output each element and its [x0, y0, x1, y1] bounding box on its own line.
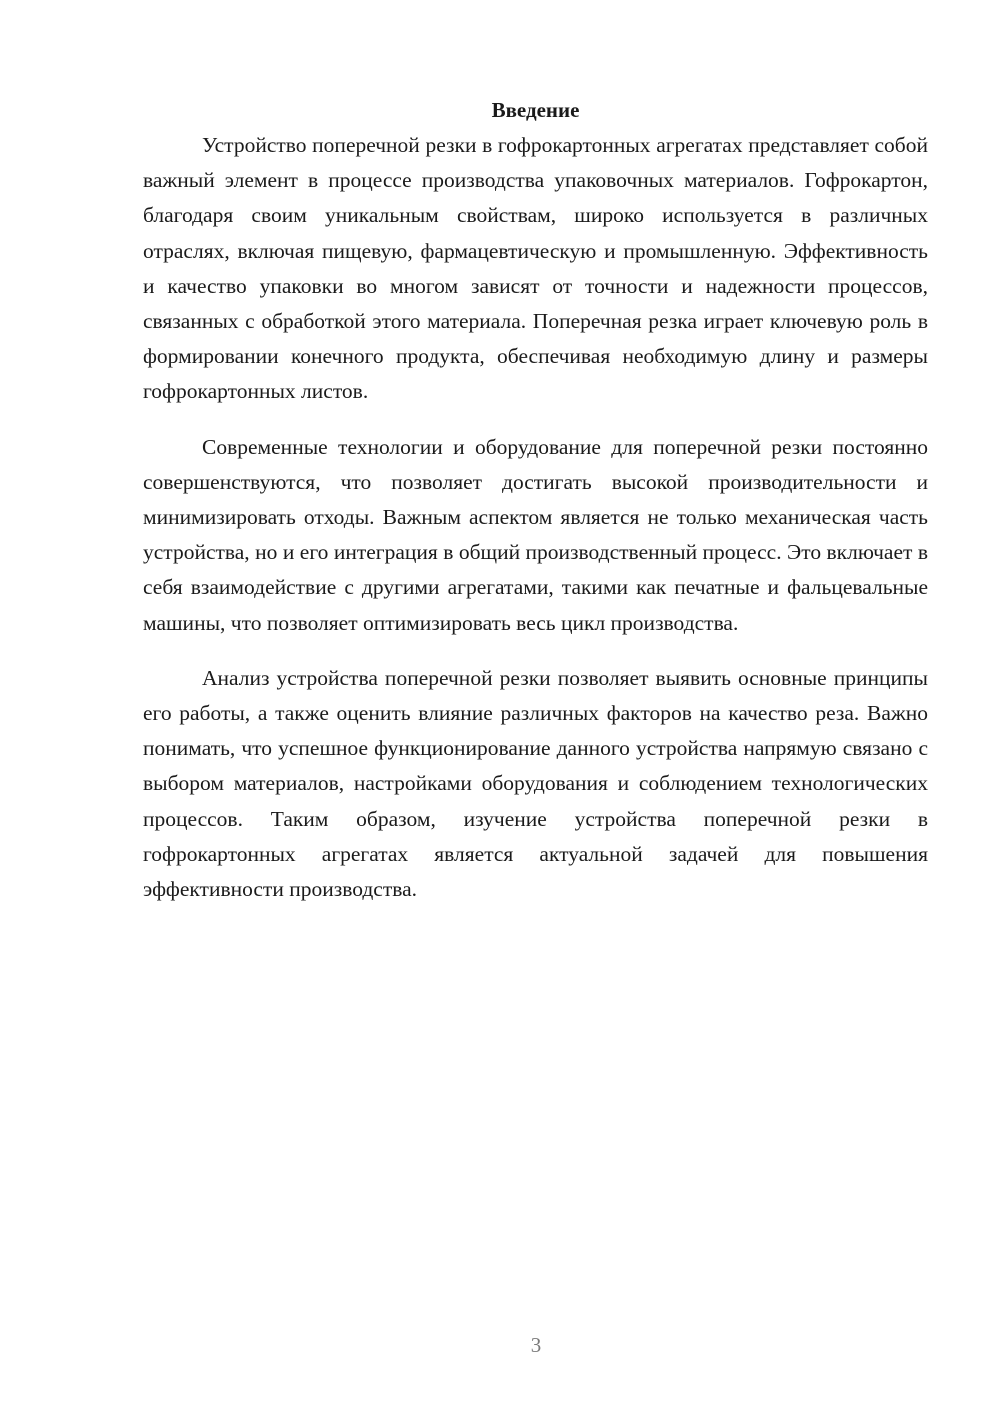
document-body [143, 93, 928, 907]
paragraph-1: Устройство поперечной резки в гофрокартонных агрегатах представляет собой важный элемент в процессе производства упаковочных материалов. Гофрокартон, благодаря своим уникальным свойствам, широко используется в различных отраслях, включая пищевую, фармацевтическую и промышленную. Эффективность и качество упаковки во многом зависят от точности и надежности процессов, связанных с обработкой этого материала. Поперечная резка играет ключевую роль в формировании конечного продукта, обеспечивая необходимую длину и размеры гофрокартонных листов. [143, 133, 928, 404]
page-number: 3 [530, 1333, 542, 1357]
paragraph-2: Современные технологии и оборудование для поперечной резки постоянно совершенствуются, что позволяет достигать высокой производительности и минимизировать отходы. Важным аспектом является не только механическая часть устройства, но и его интеграция в общий производственный процесс. Это включает в себя взаимодействие с другими агрегатами, такими как печатные и фальцевальные машины, что позволяет оптимизировать весь цикл производства. [143, 434, 928, 635]
paragraph-3: Анализ устройства поперечной резки позволяет выявить основные принципы его работы, а также оценить влияние различных факторов на качество реза. Важно понимать, что успешное функционирование данного устройства напрямую связано с выбором материалов, настройками оборудования и соблюдением технологических процессов. Таким образом, изучение устройства поперечной резки в гофрокартонных агрегатах является актуальной задачей для повышения эффективности производства. [143, 665, 928, 902]
section-title: Введение [491, 98, 580, 122]
